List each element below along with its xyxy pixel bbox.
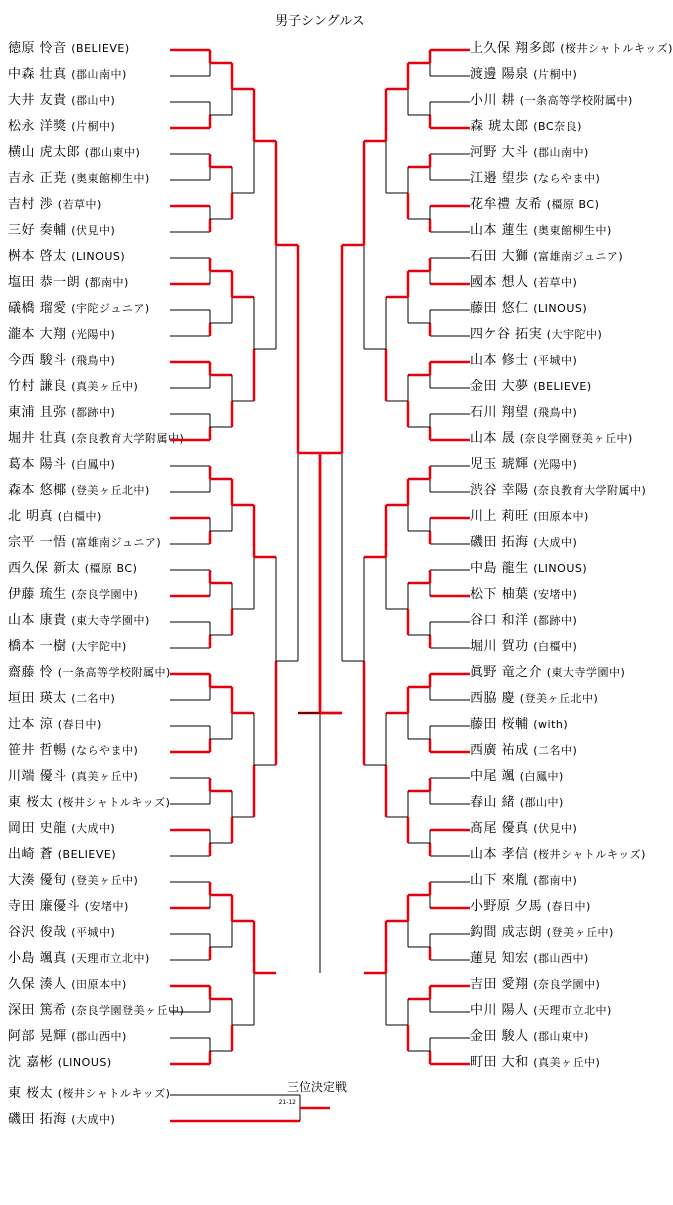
player-name: 河野 大斗 (470, 145, 534, 160)
player-name: 大湊 優旬 (8, 873, 72, 888)
player-name: 山下 來胤 (470, 873, 534, 888)
player-name: 鈎間 成志朗 (470, 925, 547, 940)
player-name: 蓮見 知宏 (470, 951, 534, 966)
player-club: (安堵中) (533, 588, 578, 601)
player-club: (富雄南ジュニア) (71, 536, 162, 549)
player-name: 髙尾 優真 (470, 821, 534, 836)
player-club: (橿原 BC) (546, 198, 600, 211)
player-name: 三好 奏輔 (8, 223, 72, 238)
player-name: 眞野 竜之介 (470, 665, 547, 680)
player-name: 塩田 恭一朗 (8, 275, 85, 290)
player-club: (光陽中) (533, 458, 578, 471)
player-name: 川上 莉旺 (470, 509, 534, 524)
player-name: 東 桜太 (8, 1086, 58, 1101)
player-club: (ならやま中) (71, 744, 139, 757)
player-name: 小川 耕 (470, 93, 520, 108)
player-club: (片桐中) (533, 68, 578, 81)
player-club: (天理市立北中) (71, 952, 150, 965)
player-club: (奈良教育大学附属中) (71, 432, 185, 445)
player-name: 堀井 壮真 (8, 431, 72, 446)
player-name: 町田 大和 (470, 1055, 534, 1070)
player-club: (飛鳥中) (71, 354, 116, 367)
player-name: 石田 大獅 (470, 249, 534, 264)
player-club: (白橿中) (533, 640, 578, 653)
player-club: (真美ヶ丘中) (533, 1056, 601, 1069)
player-club: (郡山東中) (84, 146, 141, 159)
player-club: (大宇陀中) (546, 328, 603, 341)
player-name: 渋谷 幸陽 (470, 483, 534, 498)
player-club: (春日中) (546, 900, 591, 913)
player-name: 今西 駿斗 (8, 353, 72, 368)
player-club: (若草中) (533, 276, 578, 289)
player-club: (真美ヶ丘中) (71, 380, 139, 393)
player-name: 谷口 和洋 (470, 613, 534, 628)
player-club: (平城中) (533, 354, 578, 367)
player-name: 松下 柚葉 (470, 587, 534, 602)
third-place-title: 三位決定戦 (286, 1080, 347, 1094)
player-club: (郡山西中) (71, 1030, 127, 1043)
player-club: (田原本中) (71, 978, 127, 991)
player-club: (富雄南ジュニア) (533, 250, 624, 263)
player-club: (郡山西中) (533, 952, 589, 965)
player-name: 西廣 祐成 (470, 743, 534, 758)
player-name: 瀧本 大翔 (8, 327, 72, 342)
player-name: 中川 陽人 (470, 1003, 534, 1018)
player-club: (奈良学園中) (71, 588, 139, 601)
player-club: (桜井シャトルキッズ) (57, 796, 171, 809)
player-club: (LINOUS) (533, 302, 588, 315)
player-name: 横山 虎太郎 (8, 145, 85, 160)
player-club: (奈良学園登美ヶ丘中) (519, 432, 633, 445)
player-club: (都跡中) (533, 614, 578, 627)
player-club: (郡山中) (519, 796, 564, 809)
player-name: 徳原 怜音 (8, 41, 72, 56)
player-name: 中島 龍生 (470, 561, 534, 576)
player-name: 東 桜太 (8, 795, 58, 810)
page-title: 男子シングルス (275, 14, 365, 29)
player-club: (伏見中) (71, 224, 116, 237)
player-club: (BELIEVE) (57, 848, 117, 861)
player-name: 葛本 陽斗 (8, 457, 72, 472)
player-club: (郡山東中) (533, 1030, 589, 1043)
player-club: (奈良学園中) (533, 978, 601, 991)
player-name: 小野原 夕馬 (470, 899, 547, 914)
player-club: (桜井シャトルキッズ) (560, 42, 673, 55)
player-club: (桜井シャトルキッズ) (533, 848, 646, 861)
player-name: 西脇 慶 (470, 691, 520, 706)
player-name: 小島 颯真 (8, 951, 72, 966)
player-club: (都南中) (533, 874, 578, 887)
player-name: 沈 嘉彬 (8, 1055, 58, 1070)
player-name: 橋本 一樹 (8, 639, 72, 654)
player-club: (奥東館柳生中) (533, 224, 612, 237)
player-club: (LINOUS) (57, 1056, 112, 1069)
player-name: 吉村 渉 (8, 197, 58, 212)
player-club: (真美ヶ丘中) (71, 770, 139, 783)
player-name: 吉永 正尭 (8, 171, 72, 186)
match-score: 21-12 (278, 1099, 296, 1106)
player-club: (二名中) (71, 692, 116, 705)
player-club: (大宇陀中) (71, 640, 127, 653)
player-name: 森本 悠椰 (8, 483, 72, 498)
player-name: 西久保 新太 (8, 561, 85, 576)
player-name: 阿部 晃輝 (8, 1029, 72, 1044)
player-name: 山本 蓮生 (470, 223, 534, 238)
player-club: (一条高等学校附属中) (57, 666, 171, 679)
player-club: (安堵中) (84, 900, 129, 913)
player-name: 大井 友貴 (8, 93, 72, 108)
player-name: 吉田 愛翔 (470, 977, 534, 992)
player-club: (BELIEVE) (533, 380, 592, 393)
player-name: 出崎 蒼 (8, 847, 58, 862)
player-club: (二名中) (533, 744, 578, 757)
player-club: (奈良教育大学附属中) (533, 484, 647, 497)
player-name: 松永 洋獎 (8, 119, 72, 134)
player-name: 花牟禮 友希 (470, 197, 547, 212)
player-name: 久保 湊人 (8, 977, 72, 992)
player-club: (大成中) (71, 822, 116, 835)
player-club: (登美ヶ丘中) (546, 926, 614, 939)
player-name: 寺田 廉優斗 (8, 899, 85, 914)
player-name: 岡田 史龍 (8, 821, 72, 836)
player-club: (光陽中) (71, 328, 116, 341)
player-name: 中尾 颯 (470, 769, 520, 784)
player-club: (白鳳中) (71, 458, 116, 471)
player-name: 森 琥太郎 (470, 119, 534, 134)
player-club: (東大寺学園中) (71, 614, 150, 627)
player-name: 宗平 一悟 (8, 535, 72, 550)
player-club: (白鳳中) (519, 770, 564, 783)
player-club: (郡山中) (71, 94, 116, 107)
player-club: (ならやま中) (533, 172, 601, 185)
player-name: 山本 孝信 (470, 847, 534, 862)
player-name: 川端 優斗 (8, 769, 72, 784)
player-name: 山本 修士 (470, 353, 534, 368)
player-club: (BC奈良) (533, 120, 582, 133)
player-club: (宇陀ジュニア) (71, 302, 150, 315)
player-name: 中森 壮真 (8, 67, 72, 82)
player-name: 藤田 悠仁 (470, 301, 534, 316)
player-club: (桜井シャトルキッズ) (57, 1087, 171, 1100)
player-name: 東浦 且弥 (8, 405, 72, 420)
player-club: (大成中) (533, 536, 578, 549)
player-name: 深田 篤希 (8, 1003, 72, 1018)
player-name: 磯田 拓海 (470, 535, 534, 550)
player-club: (大成中) (71, 1113, 116, 1126)
player-club: (LINOUS) (533, 562, 588, 575)
player-club: (郡山南中) (533, 146, 589, 159)
player-name: 國本 想人 (470, 275, 534, 290)
player-club: (LINOUS) (71, 250, 126, 263)
player-club: (天理市立北中) (533, 1004, 612, 1017)
player-name: 山本 康貴 (8, 613, 72, 628)
player-club: (郡山南中) (71, 68, 127, 81)
player-club: (田原本中) (533, 510, 589, 523)
player-club: (橿原 BC) (84, 562, 138, 575)
player-name: 上久保 翔多郎 (470, 41, 561, 56)
player-club: (若草中) (57, 198, 102, 211)
player-name: 垣田 瑛太 (8, 691, 72, 706)
player-name: 北 明真 (8, 509, 58, 524)
player-name: 笹井 哲暢 (8, 743, 72, 758)
player-name: 磯田 拓海 (8, 1112, 72, 1127)
player-name: 藤田 桜輔 (470, 717, 534, 732)
player-club: (春日中) (57, 718, 102, 731)
player-name: 桝本 啓太 (8, 249, 72, 264)
player-club: (奈良学園登美ヶ丘中) (71, 1004, 185, 1017)
player-name: 石川 翔望 (470, 405, 534, 420)
player-club: (登美ヶ丘中) (71, 874, 139, 887)
player-name: 児玉 琥輝 (470, 457, 534, 472)
player-name: 江邉 望歩 (470, 171, 534, 186)
player-club: (都跡中) (71, 406, 116, 419)
player-name: 齋藤 怜 (8, 665, 58, 680)
player-club: (東大寺学園中) (546, 666, 626, 679)
player-club: (奥東館柳生中) (71, 172, 150, 185)
player-club: (with) (533, 718, 569, 731)
player-name: 渡邊 陽泉 (470, 67, 534, 82)
player-club: (登美ヶ丘北中) (519, 692, 599, 705)
player-club: (BELIEVE) (71, 42, 130, 55)
player-club: (登美ヶ丘北中) (71, 484, 150, 497)
player-name: 春山 緒 (470, 795, 520, 810)
player-name: 竹村 謙良 (8, 379, 72, 394)
player-club: (白橿中) (57, 510, 102, 523)
player-name: 山本 晟 (470, 431, 520, 446)
player-name: 堀川 賀功 (470, 639, 534, 654)
player-club: (一条高等学校附属中) (519, 94, 633, 107)
player-name: 谷沢 俊哉 (8, 925, 72, 940)
player-name: 辻本 涼 (8, 717, 58, 732)
player-name: 伊藤 琉生 (8, 587, 72, 602)
player-club: (飛鳥中) (533, 406, 578, 419)
player-name: 金田 駿人 (470, 1029, 534, 1044)
player-name: 礒橋 瑠愛 (8, 301, 72, 316)
player-club: (都南中) (84, 276, 129, 289)
player-club: (伏見中) (533, 822, 578, 835)
player-club: (平城中) (71, 926, 116, 939)
player-name: 金田 大夢 (470, 379, 534, 394)
player-name: 四ケ谷 拓実 (470, 327, 547, 342)
player-club: (片桐中) (71, 120, 116, 133)
